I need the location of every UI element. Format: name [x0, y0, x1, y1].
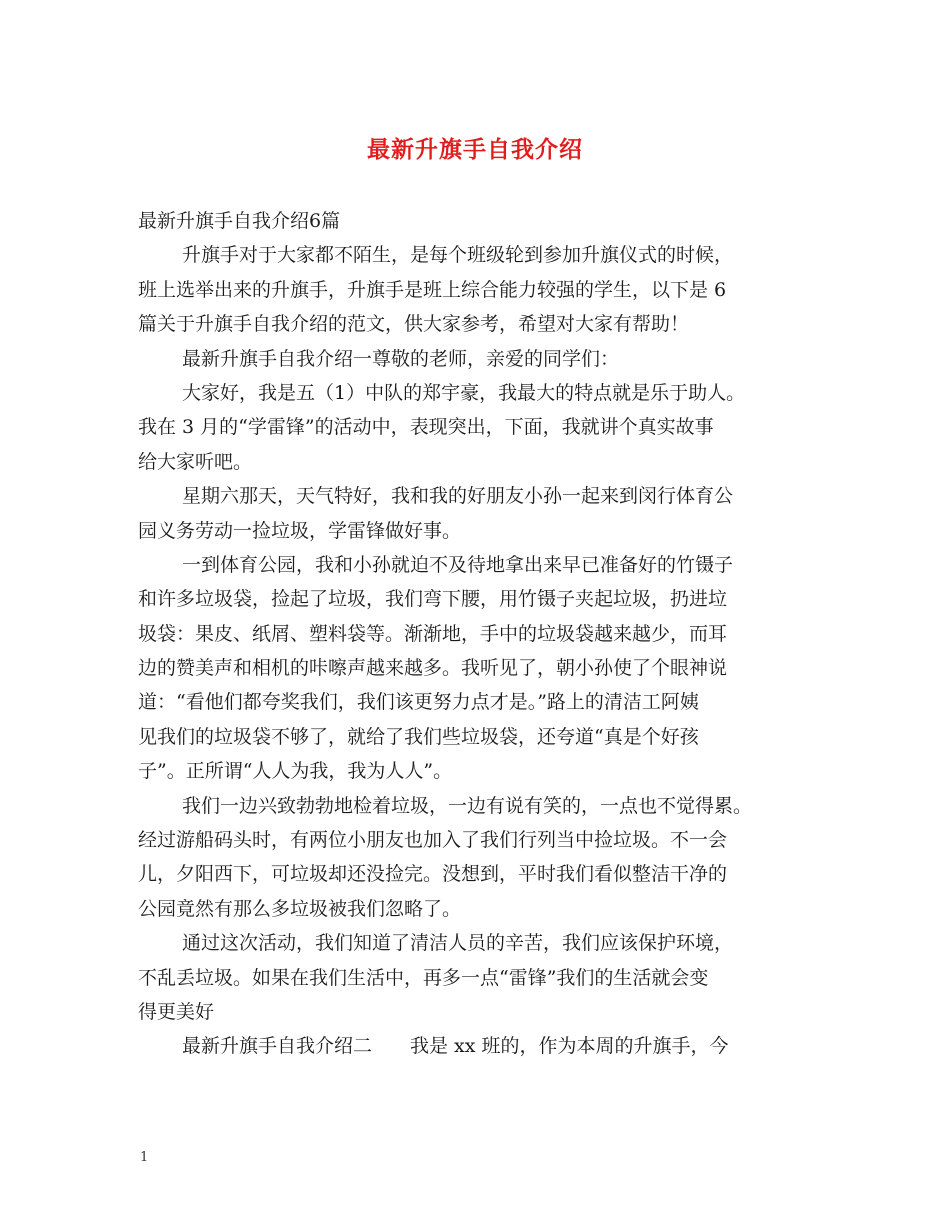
body-line: 最新升旗手自我介绍一尊敬的老师，亲爱的同学们：: [182, 347, 620, 370]
body-line: 见我们的垃圾袋不够了，就给了我们些垃圾袋，还夸道“真是个好孩: [138, 725, 699, 748]
body-line: 大家好，我是五（1）中队的郑宇豪，我最大的特点就是乐于助人。: [182, 381, 746, 404]
body-line: 子”。正所谓“人人为我，我为人人”。: [138, 760, 453, 783]
body-line: 升旗手对于大家都不陌生，是每个班级轮到参加升旗仪式的时候，: [182, 244, 734, 267]
body-line: 通过这次活动，我们知道了清洁人员的辛苦，我们应该保护环境，: [182, 932, 734, 955]
body-line: 和许多垃圾袋，捡起了垃圾，我们弯下腰，用竹镊子夹起垃圾，扔进垃: [138, 588, 728, 611]
body-line: 最新升旗手自我介绍6篇: [138, 210, 341, 232]
body-line: 圾袋：果皮、纸屑、塑料袋等。渐渐地，手中的垃圾袋越来越少，而耳: [138, 622, 728, 645]
page-number: 1: [140, 1150, 149, 1165]
body-line: 园义务劳动一捡垃圾，学雷锋做好事。: [138, 519, 462, 542]
body-line: 班上选举出来的升旗手，升旗手是班上综合能力较强的学生，以下是 6: [138, 278, 727, 301]
body-line: 最新升旗手自我介绍二 我是 xx 班的，作为本周的升旗手，今: [182, 1035, 729, 1058]
body-line: 一到体育公园，我和小孙就迫不及待地拿出来早已准备好的竹镊子: [182, 553, 734, 576]
body-line: 篇关于升旗手自我介绍的范文，供大家参考，希望对大家有帮助！: [138, 313, 690, 336]
body-line: 得更美好: [138, 1000, 215, 1023]
body-line: 经过游船码头时，有两位小朋友也加入了我们行列当中捡垃圾。不一会: [138, 829, 728, 852]
body-line: 给大家听吧。: [138, 450, 253, 473]
body-line: 边的赞美声和相机的咔嚓声越来越多。我听见了，朝小孙使了个眼神说: [138, 657, 728, 680]
body-line: 儿，夕阳西下，可垃圾却还没捡完。没想到，平时我们看似整洁干净的: [138, 863, 728, 886]
body-line: 公园竟然有那么多垃圾被我们忽略了。: [138, 897, 462, 920]
body-line: 道：“看他们都夸奖我们，我们该更努力点才是。”路上的清洁工阿姨: [138, 691, 699, 714]
body-line: 我们一边兴致勃勃地检着垃圾，一边有说有笑的，一点也不觉得累。: [182, 794, 753, 817]
body-line: 星期六那天，天气特好，我和我的好朋友小孙一起来到闵行体育公: [182, 485, 734, 508]
body-line: 不乱丢垃圾。如果在我们生活中，再多一点“雷锋”我们的生活就会变: [138, 966, 709, 989]
document-body: [138, 204, 828, 1064]
document-title: 最新升旗手自我介绍: [367, 136, 583, 163]
body-line: 我在 3 月的“学雷锋”的活动中，表现突出，下面，我就讲个真实故事: [138, 416, 714, 439]
